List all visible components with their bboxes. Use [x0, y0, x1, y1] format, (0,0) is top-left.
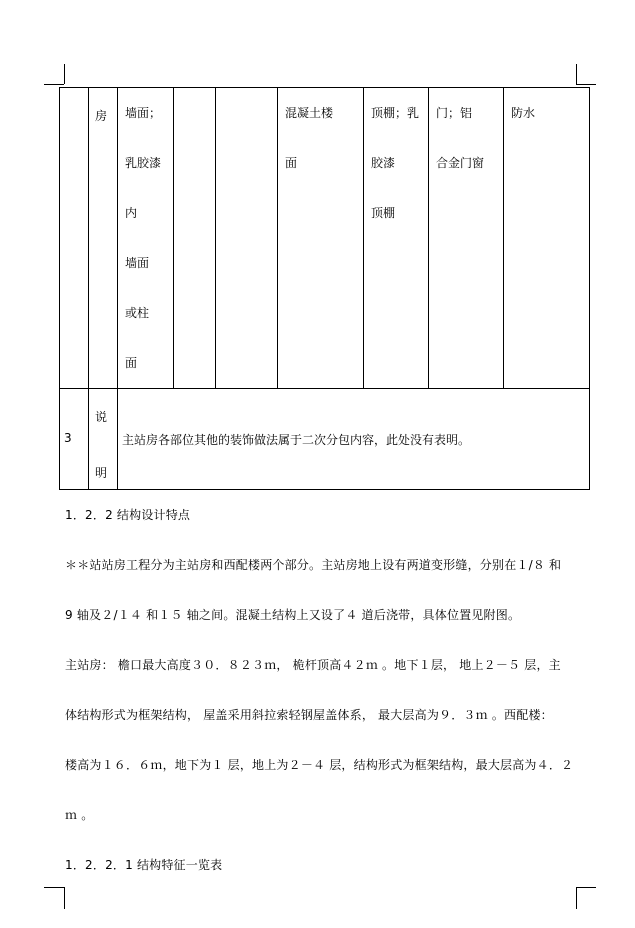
crop-mark-bottom-left-v: [64, 887, 65, 909]
section-heading: 1．2．2 结构设计特点: [65, 508, 191, 522]
wall-line: 面: [125, 356, 138, 370]
number-cell: [60, 389, 89, 490]
door-line: 合金门窗: [436, 156, 485, 170]
paragraph-line: ＊＊站站房工程分为主站房和西配楼两个部分。主站房地上设有两道变形缝，分别在１/８ 和: [65, 558, 562, 572]
note-text: 主站房各部位其他的装饰做法属于二次分包内容，此处没有表明。: [122, 433, 471, 447]
wall-line: 内: [125, 206, 138, 220]
category-text: 明: [95, 466, 108, 480]
note-cell: [118, 389, 590, 490]
ceiling-line: 顶棚: [371, 206, 396, 220]
category-cell: [89, 389, 118, 490]
number-cell: [60, 88, 89, 389]
table-row: [60, 88, 590, 389]
wall-line: 墙面；: [125, 106, 162, 120]
crop-mark-top-left-v: [64, 64, 65, 84]
ceiling-line: 胶漆: [371, 156, 396, 170]
category-text: 说: [95, 410, 108, 424]
floor-line: 面: [285, 156, 298, 170]
crop-mark-bottom-right-h: [576, 887, 596, 888]
paragraph-line: 体结构形式为框架结构， 屋盖采用斜拉索轻钢屋盖体系， 最大层高为９．３ｍ 。西配楼：: [65, 708, 553, 722]
wall-line: 乳胶漆: [125, 156, 162, 170]
crop-mark-bottom-left-h: [44, 887, 64, 888]
floor-cell: [278, 88, 364, 389]
wall-line: 或柱: [125, 306, 150, 320]
wall-cell: [118, 88, 174, 389]
crop-mark-bottom-right-v: [576, 887, 577, 909]
paragraph-line: 9 轴及２/１４ 和１５ 轴之间。混凝土结构上又设了４ 道后浇带，具体位置见附图。: [65, 608, 521, 622]
category-text: 房: [95, 109, 108, 123]
wall-line: 墙面: [125, 256, 150, 270]
subsection-heading: 1．2．2．1 结构特征一览表: [65, 858, 223, 872]
door-line: 门；铝: [436, 106, 473, 120]
paragraph-line: 楼高为１６．６ｍ，地下为１ 层，地上为２－４ 层，结构形式为框架结构，最大层高为４．２: [65, 758, 574, 772]
paragraph-line: ｍ 。: [65, 808, 94, 822]
waterproof-line: 防水: [511, 106, 536, 120]
ceiling-cell: [364, 88, 429, 389]
floor-line: 混凝土楼: [285, 106, 334, 120]
finish-spec-table: [59, 87, 590, 490]
door-cell: [429, 88, 504, 389]
empty-cell: [216, 88, 278, 389]
category-cell: [89, 88, 118, 389]
crop-mark-top-left-h: [44, 84, 64, 85]
empty-cell: [174, 88, 216, 389]
row-number: 3: [64, 431, 72, 445]
paragraph-line: 主站房： 檐口最大高度３０．８２３ｍ， 桅杆顶高４２ｍ 。地下１层， 地上２－５ 层，主: [65, 658, 561, 672]
ceiling-line: 顶棚；乳: [371, 106, 420, 120]
waterproof-cell: [504, 88, 590, 389]
table-row: [60, 389, 590, 490]
